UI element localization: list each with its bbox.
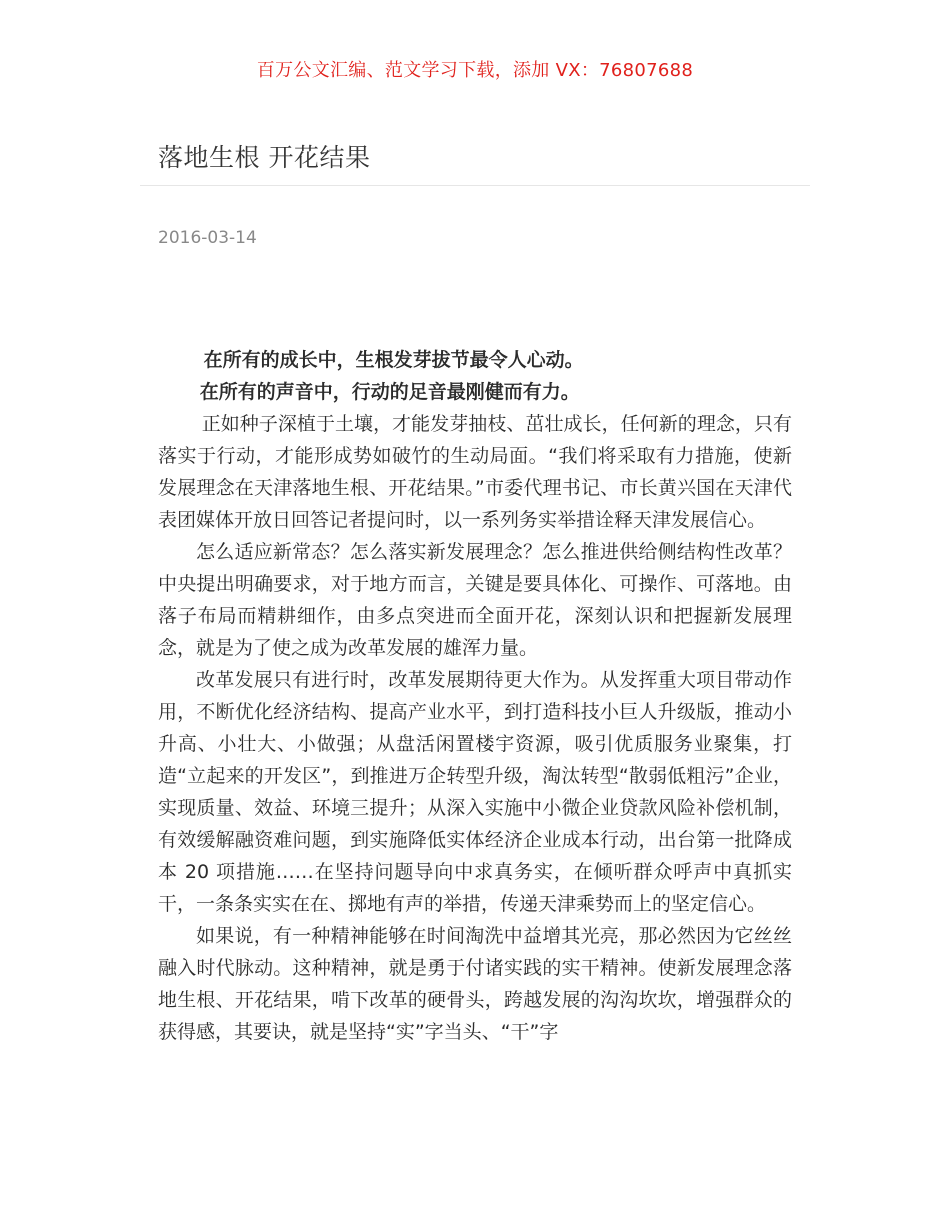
lead-line-2: 在所有的声音中，行动的足音最刚健而有力。 bbox=[199, 381, 580, 403]
publish-date: 2016-03-14 bbox=[158, 228, 257, 248]
title-divider bbox=[140, 185, 810, 186]
article-body bbox=[158, 344, 792, 1048]
article-title: 落地生根 开花结果 bbox=[158, 143, 371, 172]
paragraph-3: 改革发展只有进行时，改革发展期待更大作为。从发挥重大项目带动作用，不断优化经济结构、提高产业水平，到打造科技小巨人升级版，推动小升高、小壮大、小做强；从盘活闲置楼宇资源，吸引优质服务业聚集，打造“立起来的开发区”，到推进万企转型升级，淘汰转型“散弱低粗污”企业，实现质量、效益、环境三提升；从深入实施中小微企业贷款风险补偿机制，有效缓解融资难问题，到实施降低实体经济企业成本行动，出台第一批降成本 20 项措施……在坚持问题导向中求真务实，在倾听群众呼声中真抓实干，一条条实实在在、掷地有声的举措，传递天津乘势而上的坚定信心。 bbox=[158, 669, 792, 915]
lead-line-1: 在所有的成长中，生根发芽拔节最令人心动。 bbox=[203, 349, 584, 371]
promo-banner: 百万公文汇编、范文学习下载，添加 VX：76807688 bbox=[256, 60, 694, 81]
paragraph-2: 怎么适应新常态？怎么落实新发展理念？怎么推进供给侧结构性改革？中央提出明确要求，对于地方而言，关键是要具体化、可操作、可落地。由落子布局而精耕细作，由多点突进而全面开花，深刻认识和把握新发展理念，就是为了使之成为改革发展的雄浑力量。 bbox=[158, 541, 792, 659]
paragraph-4: 如果说，有一种精神能够在时间淘洗中益增其光亮，那必然因为它丝丝融入时代脉动。这种精神，就是勇于付诸实践的实干精神。使新发展理念落地生根、开花结果，啃下改革的硬骨头，跨越发展的沟沟坎坎，增强群众的获得感，其要诀，就是坚持“实”字当头、“干”字 bbox=[158, 925, 792, 1043]
paragraph-1: 正如种子深植于土壤，才能发芽抽枝、茁壮成长，任何新的理念，只有落实于行动，才能形成势如破竹的生动局面。“我们将采取有力措施，使新发展理念在天津落地生根、开花结果。”市委代理书记、市长黄兴国在天津代表团媒体开放日回答记者提问时，以一系列务实举措诠释天津发展信心。 bbox=[158, 413, 792, 531]
